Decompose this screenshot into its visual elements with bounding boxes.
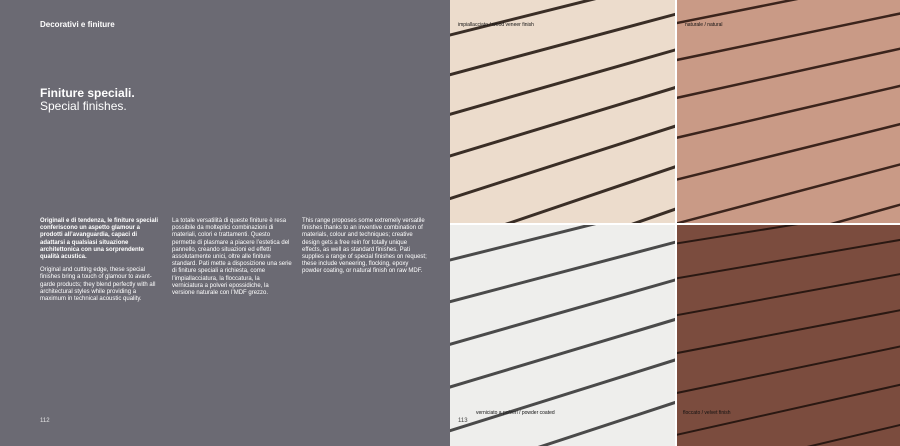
natural-image xyxy=(677,0,900,223)
caption-powder-coated: verniciato a polveri / powder coated xyxy=(476,410,555,416)
intro-english: Original and cutting edge, these special finishes bring a touch of glamour to avant-garde products; they blend perfectly with all architectural styles while providing a maximum in technical acoustic quality. xyxy=(40,267,156,303)
page-number-left: 112 xyxy=(40,418,50,424)
column-intro xyxy=(40,218,160,309)
body-italian: La totale versatilità di queste finiture è resa possibile da molteplici combinazioni di materiali, colori e trattamenti. Questo permette di plasmare a piacere l’estetica del pannello, creando situazioni ed effetti assolutamente unici, oltre alle finiture standard. Pati mette a disposizione una serie di finiture speciali a richiesta, come l’impiallacciatura, la floccatura, la verniciatura a polveri epossidiche, la versione naturale con l’MDF grezzo. xyxy=(172,218,292,297)
section-title: Decorativi e finiture xyxy=(40,20,115,29)
swatch-wood-veneer xyxy=(450,0,675,223)
heading-italian: Finiture speciali. xyxy=(40,86,135,100)
column-english-body xyxy=(302,218,427,282)
column-italian-body xyxy=(172,218,292,303)
swatch-natural xyxy=(677,0,900,223)
page-number-right: 113 xyxy=(458,418,468,424)
swatch-powder-coated xyxy=(450,225,675,446)
body-english: This range proposes some extremely versatile finishes thanks to an inventive combination of materials, colour and techniques; creative design gets a free rein for totally unique effects, as well as standard finishes. Pati supplies a range of special finishes on request; these include veneering, flocking, epoxy powder coating, or natural finish on raw MDF. xyxy=(302,218,427,275)
swatch-velvet xyxy=(677,225,900,446)
wood-veneer-image xyxy=(450,0,675,223)
caption-wood-veneer: impiallacciato / wood veneer finish xyxy=(458,22,534,28)
caption-velvet: floccato / velvet finish xyxy=(683,410,731,416)
caption-natural: naturale / natural xyxy=(685,22,723,28)
intro-italian: Originali e di tendenza, le finiture speciali conferiscono un aspetto glamour a prodotti all’avanguardia, capaci di adattarsi a qualsiasi situazione architettonica con una sorprendente qualità acustica. xyxy=(40,218,159,261)
heading-english: Special finishes. xyxy=(40,99,127,113)
